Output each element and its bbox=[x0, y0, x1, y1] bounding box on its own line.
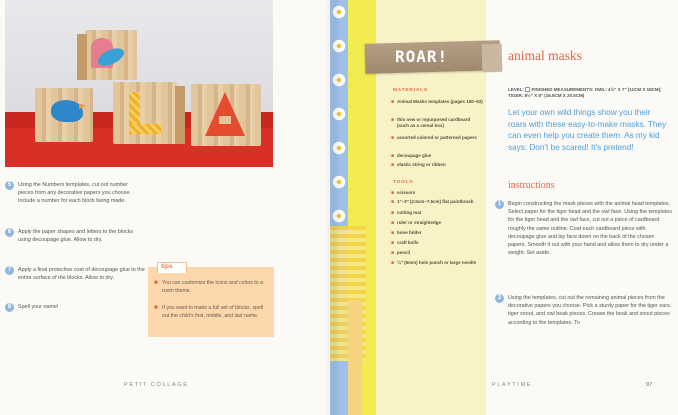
tip-bullet-icon: ■ bbox=[154, 305, 158, 311]
step-number-badge: 1 bbox=[495, 200, 504, 209]
orange-pattern-strip bbox=[348, 300, 362, 415]
material-item bbox=[391, 135, 483, 141]
tool-item bbox=[391, 250, 483, 256]
page-number: 97 bbox=[646, 382, 653, 388]
tool-text: 1"–3" (2.5cm–7.5cm) flat paintbrush bbox=[397, 199, 474, 204]
level-label: LEVEL: bbox=[508, 87, 525, 92]
materials-heading: MATERIALS bbox=[393, 88, 428, 93]
step-number-badge: 7 bbox=[5, 266, 14, 275]
bullet-icon: ■ bbox=[391, 190, 395, 196]
step-text: Spell your name! bbox=[18, 304, 59, 310]
tip-bullet-icon: ■ bbox=[154, 280, 158, 286]
bullet-icon: ■ bbox=[391, 135, 395, 141]
level-and-measurements bbox=[508, 87, 673, 99]
finished-measurements: FINISHED MEASUREMENTS: OWL: 4½" X 7" (11CM X 18CM); TIGER: 8½" X 8" (16.5CM X 20.5CM) bbox=[508, 87, 662, 98]
letter-l-horizontal bbox=[129, 124, 161, 134]
tool-text: cutting mat bbox=[397, 210, 422, 215]
bird-beak bbox=[79, 103, 86, 109]
bullet-icon: ■ bbox=[391, 220, 395, 226]
bullet-icon: ■ bbox=[391, 117, 395, 123]
tips-card bbox=[148, 267, 274, 337]
letter-a-hole bbox=[219, 116, 231, 124]
bullet-icon: ■ bbox=[391, 230, 395, 236]
material-text: assorted colored or patterned papers bbox=[397, 135, 477, 140]
tool-text: ruler or straightedge bbox=[397, 220, 442, 225]
letter-a-shape bbox=[205, 92, 245, 136]
tool-item bbox=[391, 230, 483, 236]
tool-item bbox=[391, 260, 483, 266]
tip-text: You can customize the icons and colors to a room theme. bbox=[162, 280, 264, 294]
bullet-icon: ■ bbox=[391, 99, 395, 105]
step-7 bbox=[5, 266, 145, 282]
wood-block-side bbox=[77, 34, 87, 80]
bullet-icon: ■ bbox=[391, 240, 395, 246]
bullet-icon: ■ bbox=[391, 162, 395, 168]
project-title: animal masks bbox=[508, 48, 582, 63]
step-text: Apply a final protective coat of decoupage glue to the entire surface of the blocks. Allow to dry. bbox=[18, 267, 145, 282]
material-text: decoupage glue bbox=[397, 153, 432, 158]
material-item bbox=[391, 162, 483, 168]
tools-heading: TOOLS bbox=[393, 180, 414, 185]
bullet-icon: ■ bbox=[391, 199, 395, 205]
instruction-step-1 bbox=[495, 200, 672, 257]
instructions-heading: instructions bbox=[508, 180, 555, 191]
tip-item bbox=[154, 280, 264, 295]
level-box-icon bbox=[525, 87, 530, 92]
left-page bbox=[0, 0, 330, 415]
step-text: Begin constructing the mask pieces with the animal head templates. Select paper for the tiger head and the owl face. Using the templates for the tiger head and the owl face, cut out a piece of cardboard roughly the same outline. Coat each cardboard piece with decoupage glue and lay face down on the back of the chosen papers. Smooth it out with your hand and allow them to dry under a weight. Set aside. bbox=[508, 201, 672, 257]
intro-paragraph: Let your own wild things show you their roars with these easy-to-make masks. They can even help you create them. As my kid says: Don't be scared! It's pretend! bbox=[508, 108, 667, 152]
tool-item bbox=[391, 190, 483, 196]
instruction-step-2 bbox=[495, 294, 672, 327]
material-text: Animal Masks templates (pages 150–53) bbox=[397, 99, 483, 104]
material-item bbox=[391, 153, 483, 159]
tool-item bbox=[391, 220, 483, 226]
letter-blocks-photo bbox=[5, 0, 273, 167]
right-page bbox=[330, 0, 678, 415]
bullet-icon: ■ bbox=[391, 250, 395, 256]
tips-label: tips bbox=[161, 263, 173, 270]
tool-item bbox=[391, 199, 483, 205]
bullet-icon: ■ bbox=[391, 260, 395, 266]
tip-item bbox=[154, 305, 264, 320]
step-6 bbox=[5, 228, 145, 244]
bullet-icon: ■ bbox=[391, 210, 395, 216]
tool-text: ¼" (6mm) hole punch or large needle bbox=[397, 260, 477, 265]
material-text: thin new or repurposed cardboard (such as a cereal box) bbox=[397, 117, 471, 129]
tool-item bbox=[391, 240, 483, 246]
material-item bbox=[391, 99, 483, 105]
step-text: Using the templates, cut out the remaining animal pieces from the decorative papers you choose. Pick a sturdy paper for the tiger ears, tiger snout, and owl beak pieces. Crease the beak and snout pieces according to the templates. To bbox=[508, 295, 672, 326]
material-text: elastic string or ribbon bbox=[397, 162, 446, 167]
tool-item bbox=[391, 210, 483, 216]
tip-text: If you want to make a full set of blocks, spell out the child's first, middle, and last name. bbox=[162, 305, 264, 319]
ribbon-title: ROAR! bbox=[395, 47, 449, 66]
step-number-badge: 5 bbox=[5, 181, 14, 190]
wood-block-side bbox=[175, 86, 185, 144]
tool-text: scissors bbox=[397, 190, 416, 195]
step-number-badge: 6 bbox=[5, 228, 14, 237]
wood-block bbox=[113, 82, 177, 144]
step-8 bbox=[5, 303, 145, 311]
step-5 bbox=[5, 181, 145, 206]
tool-text: craft knife bbox=[397, 240, 419, 245]
step-text: Using the Numbers templates, cut out number pieces from any decorative papers you choose. Include a number for each block being made. bbox=[18, 182, 131, 205]
step-text: Apply the paper shapes and letters to the blocks using decoupage glue. Allow to dry. bbox=[18, 229, 134, 244]
right-footer: PLAYTIME bbox=[492, 382, 533, 388]
step-number-badge: 2 bbox=[495, 294, 504, 303]
material-item bbox=[391, 117, 483, 130]
step-number-badge: 8 bbox=[5, 303, 14, 312]
ribbon-tail bbox=[482, 44, 503, 73]
book-gutter-shadow bbox=[325, 0, 341, 415]
tool-text: bone folder bbox=[397, 230, 422, 235]
tool-text: pencil bbox=[397, 250, 411, 255]
bullet-icon: ■ bbox=[391, 153, 395, 159]
left-footer: PETIT COLLAGE bbox=[124, 382, 189, 388]
